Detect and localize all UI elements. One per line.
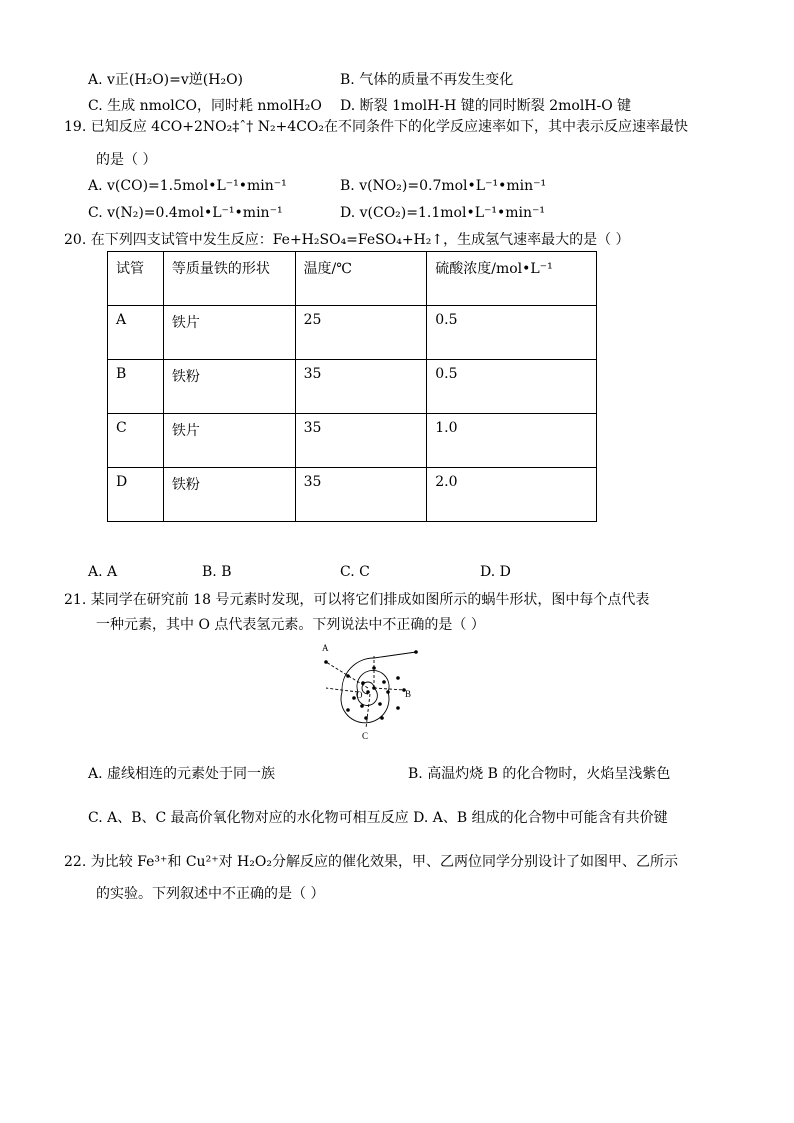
table-header-cell: 硫酸浓度/mol•L⁻¹ bbox=[427, 252, 597, 306]
element-dot bbox=[346, 708, 350, 712]
table-header-cell: 等质量铁的形状 bbox=[163, 252, 295, 306]
element-dot bbox=[372, 666, 376, 670]
element-dot bbox=[380, 716, 384, 720]
table-cell: 0.5 bbox=[427, 306, 597, 360]
q20-option-a: A. A bbox=[88, 564, 118, 580]
label-c: C bbox=[362, 731, 369, 741]
q22-stem-line1: 22. 为比较 Fe³⁺和 Cu²⁺对 H₂O₂分解反应的催化效果，甲、乙两位同学分别设计了如图甲、乙所示 bbox=[64, 854, 678, 870]
q21-stem-line1: 21. 某同学在研究前 18 号元素时发现，可以将它们排成如图所示的蜗牛形状，图中每个点代表 bbox=[64, 592, 650, 608]
table-cell: 铁粉 bbox=[163, 468, 295, 522]
table-cell: 1.0 bbox=[427, 414, 597, 468]
element-dot bbox=[378, 702, 382, 706]
element-dot bbox=[372, 686, 376, 690]
label-o: O bbox=[356, 690, 363, 700]
q19-option-d: D. v(CO₂)=1.1mol•L⁻¹•min⁻¹ bbox=[340, 205, 546, 221]
q19-option-b: B. v(NO₂)=0.7mol•L⁻¹•min⁻¹ bbox=[340, 178, 547, 194]
table-cell: D bbox=[108, 468, 164, 522]
q21-option-b: B. 高温灼烧 B 的化合物时，火焰呈浅紫色 bbox=[408, 766, 671, 782]
table-cell: B bbox=[108, 360, 164, 414]
table-row bbox=[108, 306, 597, 360]
experiment-table bbox=[107, 251, 597, 522]
q20-option-d: D. D bbox=[480, 564, 511, 580]
q18-option-c: C. 生成 nmolCO，同时耗 nmolH₂O bbox=[88, 98, 322, 114]
table-header-cell: 温度/℃ bbox=[295, 252, 427, 306]
element-dot bbox=[364, 716, 368, 720]
table-cell: 25 bbox=[295, 306, 427, 360]
table-cell: 35 bbox=[295, 360, 427, 414]
q18-option-d: D. 断裂 1molH-H 键的同时断裂 2molH-O 键 bbox=[340, 98, 632, 114]
element-dot-a bbox=[324, 660, 328, 664]
element-dot bbox=[366, 690, 370, 694]
table-header-row bbox=[108, 252, 597, 306]
table-cell: 0.5 bbox=[427, 360, 597, 414]
element-dot bbox=[414, 650, 418, 654]
table-cell: 2.0 bbox=[427, 468, 597, 522]
q20-stem: 20. 在下列四支试管中发生反应：Fe+H₂SO₄=FeSO₄+H₂↑，生成氢气速率最大的是（ ） bbox=[64, 232, 630, 248]
table-cell: A bbox=[108, 306, 164, 360]
q19-option-c: C. v(N₂)=0.4mol•L⁻¹•min⁻¹ bbox=[88, 205, 283, 221]
table-cell: 铁粉 bbox=[163, 360, 295, 414]
q18-option-b: B. 气体的质量不再发生变化 bbox=[340, 72, 514, 88]
q19-stem-line2: 的是（ ） bbox=[96, 152, 157, 168]
table-cell: 铁片 bbox=[163, 306, 295, 360]
element-dot bbox=[360, 704, 364, 708]
table-cell: 铁片 bbox=[163, 414, 295, 468]
table-row bbox=[108, 468, 597, 522]
q19-stem-line1: 19. 已知反应 4CO+2NO₂‡ˆ† N₂+4CO₂在不同条件下的化学反应速率如下，其中表示反应速率最快 bbox=[64, 119, 688, 135]
snail-spiral bbox=[341, 652, 416, 723]
label-a: A bbox=[322, 643, 329, 653]
table-cell: 35 bbox=[295, 414, 427, 468]
element-dot bbox=[396, 676, 400, 680]
table-row bbox=[108, 360, 597, 414]
q19-option-a: A. v(CO)=1.5mol•L⁻¹•min⁻¹ bbox=[88, 178, 287, 194]
q20-option-b: B. B bbox=[202, 564, 232, 580]
element-dot bbox=[386, 690, 390, 694]
element-dot bbox=[396, 706, 400, 710]
q21-stem-line2: 一种元素，其中 O 点代表氢元素。下列说法中不正确的是（ ） bbox=[96, 617, 485, 633]
element-dot bbox=[346, 674, 350, 678]
q21-option-a: A. 虚线相连的元素处于同一族 bbox=[88, 766, 276, 782]
q20-option-c: C. C bbox=[340, 564, 370, 580]
snail-element-diagram bbox=[318, 642, 422, 742]
table-cell: C bbox=[108, 414, 164, 468]
q18-option-a: A. v正(H₂O)=v逆(H₂O) bbox=[88, 72, 244, 88]
table-row bbox=[108, 414, 597, 468]
element-dot bbox=[382, 680, 386, 684]
table-header-cell: 试管 bbox=[108, 252, 164, 306]
label-b: B bbox=[405, 689, 412, 699]
q21-option-cd: C. A、B、C 最高价氧化物对应的水化物可相互反应 D. A、B 组成的化合物中可能含有共价键 bbox=[88, 810, 668, 826]
element-dot bbox=[361, 681, 365, 685]
q22-stem-line2: 的实验。下列叙述中不正确的是（ ） bbox=[96, 886, 325, 902]
table-cell: 35 bbox=[295, 468, 427, 522]
